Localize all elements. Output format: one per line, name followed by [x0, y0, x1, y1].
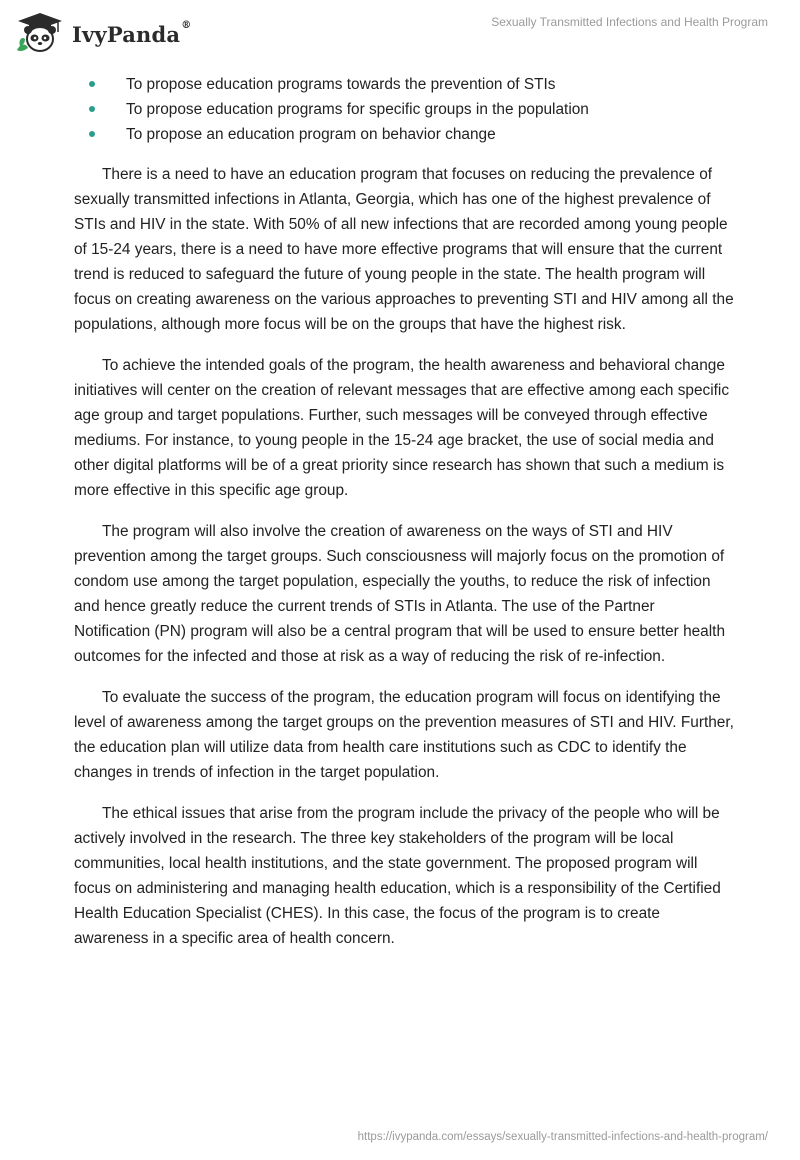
list-item: To propose education programs towards the prevention of STIs	[74, 72, 734, 97]
page-header	[0, 0, 800, 70]
paragraph: To achieve the intended goals of the program, the health awareness and behavioral change initiatives will center on the creation of relevant messages that are effective among each specific age group and target populations. Further, such messages will be conveyed through effective mediums. For instance, to young people in the 15-24 age bracket, the use of social media and other digital platforms will be of a great priority since research has shown that such a medium is more effective in this specific age group.	[74, 357, 730, 499]
panda-graduation-cap-icon	[14, 12, 66, 54]
ivypanda-logo[interactable]	[14, 12, 191, 54]
paragraph: There is a need to have an education program that focuses on reducing the prevalence of sexually transmitted infections in Atlanta, Georgia, which has one of the highest prevalence of STIs and HIV in the state. With 50% of all new infections that are recorded among young people of 15-24 years, there is a need to have more effective programs that will ensure that the current trend is reduced to safeguard the future of young people in the state. The health program will focus on creating awareness on the various approaches to preventing STI and HIV among all the populations, although more focus will be on the groups that have the highest risk.	[74, 166, 734, 333]
paragraph: The program will also involve the creation of awareness on the ways of STI and HIV prevention among the target groups. Such consciousness will majorly focus on the promotion of condom use among the target population, especially the youths, to reduce the risk of infection and hence greatly reduce the current trends of STIs in Atlanta. The use of the Partner Notification (PN) program will also be a central program that will be used to ensure better health outcomes for the infected and those at risk as a way of reducing the risk of re-infection.	[74, 523, 725, 665]
bullet-icon	[89, 81, 95, 87]
document-title: Sexually Transmitted Infections and Health Program	[491, 15, 768, 29]
bullet-icon	[89, 131, 95, 137]
paragraph: To evaluate the success of the program, the education program will focus on identifying the level of awareness among the target groups on the prevention measures of STI and HIV. Further, the education plan will utilize data from health care institutions such as CDC to identify the changes in trends of infection in the target population.	[74, 689, 734, 781]
source-url[interactable]: https://ivypanda.com/essays/sexually-transmitted-infections-and-health-program/	[357, 1131, 768, 1143]
objectives-list	[74, 72, 734, 147]
brand-name: IvyPanda®	[72, 19, 192, 47]
registered-mark: ®	[181, 19, 192, 31]
paragraph: The ethical issues that arise from the program include the privacy of the people who will be actively involved in the research. The three key stakeholders of the program will be local communities, local health institutions, and the state government. The proposed program will focus on administering and managing health education, which is a responsibility of the Certified Health Education Specialist (CHES). In this case, the focus of the program is to create awareness in a specific area of health concern.	[74, 805, 721, 947]
list-item: To propose education programs for specific groups in the population	[74, 97, 734, 122]
essay-body	[74, 70, 734, 951]
list-item: To propose an education program on behavior change	[74, 122, 734, 147]
bullet-icon	[89, 106, 95, 112]
